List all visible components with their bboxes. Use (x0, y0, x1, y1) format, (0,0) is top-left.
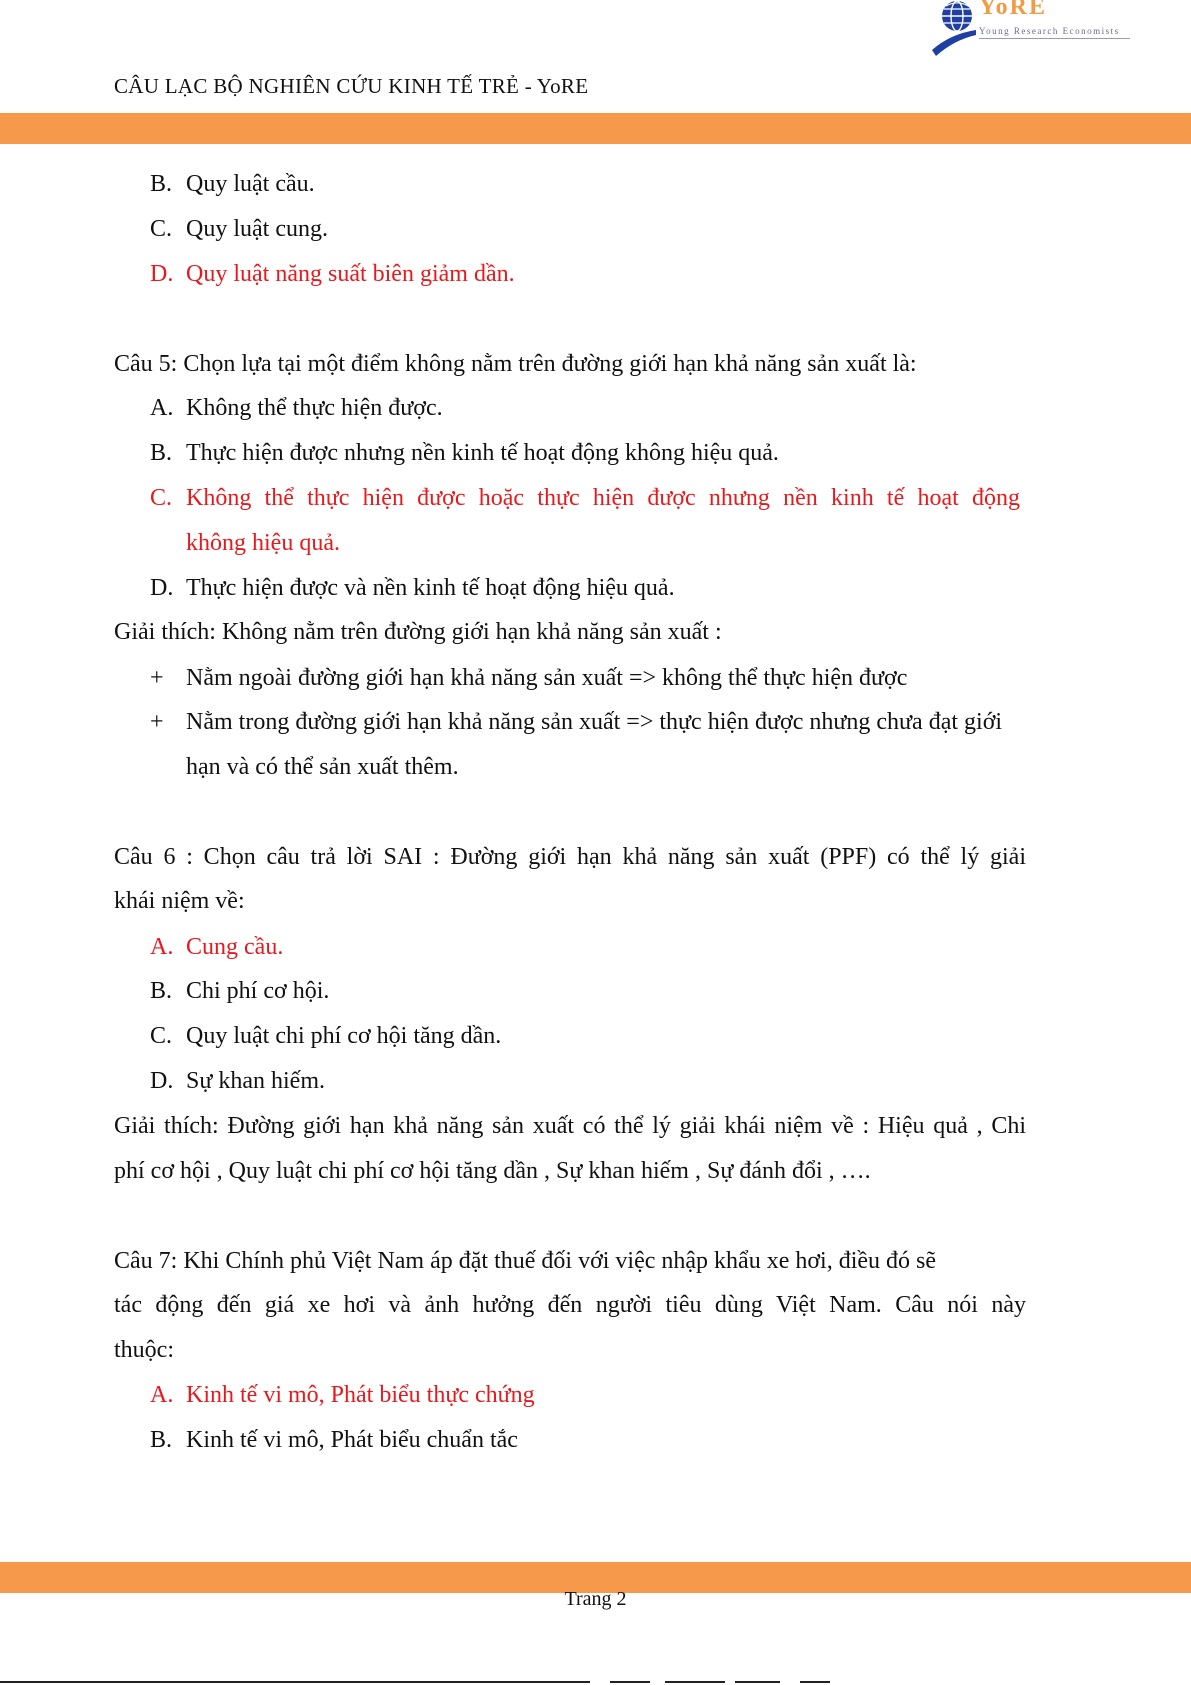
globe-icon (930, 0, 980, 58)
question-6-line-1: Câu 6 : Chọn câu trả lời SAI : Đường giới hạn khả năng sản xuất (PPF) có thể lý giải (114, 844, 1026, 870)
bullet-item (150, 663, 907, 693)
option-text: Thực hiện được nhưng nền kinh tế hoạt động không hiệu quả. (186, 440, 779, 466)
option-b (150, 169, 315, 199)
option-c-continuation: không hiệu quả. (186, 530, 340, 556)
explanation-5: Giải thích: Không nằm trên đường giới hạn khả năng sản xuất : (114, 619, 722, 645)
option-d (150, 573, 675, 603)
option-text: Chi phí cơ hội. (186, 978, 330, 1004)
option-label: B. (150, 171, 173, 197)
option-b (150, 1425, 518, 1455)
option-label: A. (150, 934, 174, 960)
question-5: Câu 5: Chọn lựa tại một điểm không nằm trên đường giới hạn khả năng sản xuất là: (114, 351, 917, 377)
scan-edge-artifact (0, 1680, 1191, 1685)
yore-logo (930, 0, 1140, 58)
explanation-6-line-1: Giải thích: Đường giới hạn khả năng sản xuất có thể lý giải khái niệm về : Hiệu quả , Chi (114, 1113, 1026, 1139)
option-c (150, 214, 328, 244)
option-text: Cung cầu. (186, 934, 284, 960)
option-d (150, 1066, 325, 1096)
option-label: B. (150, 978, 173, 1004)
option-label: C. (150, 485, 173, 511)
option-text: Sự khan hiếm. (186, 1068, 325, 1094)
header-band (0, 113, 1191, 144)
option-d-correct (150, 259, 515, 289)
bullet-mark: + (150, 665, 164, 691)
option-text: Quy luật năng suất biên giảm dần. (186, 261, 515, 287)
question-6-line-2: khái niệm về: (114, 888, 245, 914)
bullet-continuation: hạn và có thể sản xuất thêm. (186, 754, 459, 780)
header-title: CÂU LẠC BỘ NGHIÊN CỨU KINH TẾ TRẺ - YoRE (114, 74, 589, 98)
option-label: C. (150, 216, 173, 242)
bullet-mark: + (150, 709, 164, 735)
logo-divider (979, 38, 1130, 39)
option-label: D. (150, 261, 174, 287)
option-label: A. (150, 1382, 174, 1408)
option-text: Không thể thực hiện được. (186, 395, 443, 421)
option-label: D. (150, 575, 174, 601)
option-text: Kinh tế vi mô, Phát biểu chuẩn tắc (186, 1427, 518, 1453)
option-text: Thực hiện được và nền kinh tế hoạt động hiệu quả. (186, 575, 675, 601)
bullet-text: Nằm trong đường giới hạn khả năng sản xuất => thực hiện được nhưng chưa đạt giới (186, 709, 1003, 735)
question-7-line-2: tác động đến giá xe hơi và ảnh hưởng đến người tiêu dùng Việt Nam. Câu nói này (114, 1292, 1026, 1318)
logo-text: YoRE (979, 0, 1048, 20)
question-7-line-1: Câu 7: Khi Chính phủ Việt Nam áp đặt thuế đối với việc nhập khẩu xe hơi, điều đó sẽ (114, 1248, 937, 1274)
page-number: Trang 2 (564, 1588, 627, 1610)
option-text: Kinh tế vi mô, Phát biểu thực chứng (186, 1382, 535, 1408)
option-label: A. (150, 395, 174, 421)
option-label: D. (150, 1068, 174, 1094)
option-b (150, 438, 779, 468)
option-text: Quy luật cung. (186, 216, 328, 242)
option-text: Quy luật chi phí cơ hội tăng dần. (186, 1023, 502, 1049)
explanation-6-line-2: phí cơ hội , Quy luật chi phí cơ hội tăng dần , Sự khan hiếm , Sự đánh đổi , …. (114, 1158, 871, 1184)
option-label: C. (150, 1023, 173, 1049)
option-c (150, 1021, 501, 1051)
option-a-correct (150, 1380, 535, 1410)
option-a (150, 393, 443, 423)
option-a-correct (150, 932, 283, 962)
option-label: B. (150, 1427, 173, 1453)
option-c-correct (150, 483, 1020, 513)
bullet-text: Nằm ngoài đường giới hạn khả năng sản xuất => không thể thực hiện được (186, 665, 908, 691)
logo-subtitle: Young Research Economists (979, 26, 1120, 36)
question-7-line-3: thuộc: (114, 1337, 174, 1363)
bullet-item (150, 707, 1002, 737)
option-text: Quy luật cầu. (186, 171, 315, 197)
option-text: Không thể thực hiện được hoặc thực hiện được nhưng nền kinh tế hoạt động (186, 485, 1020, 511)
option-b (150, 976, 329, 1006)
option-label: B. (150, 440, 173, 466)
